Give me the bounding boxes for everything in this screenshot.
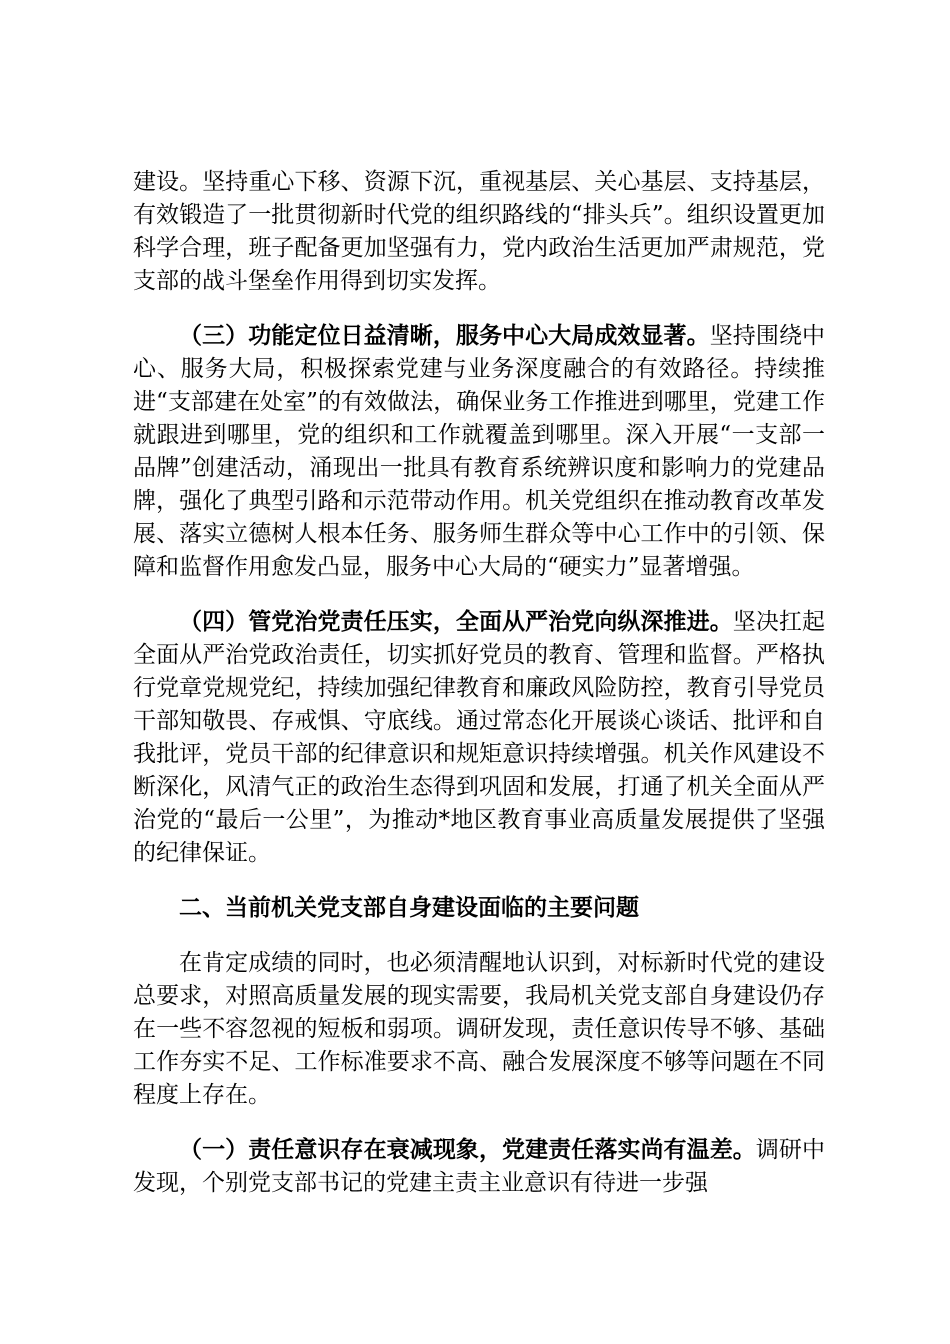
paragraph-text: 在肯定成绩的同时，也必须清醒地认识到，对标新时代党的建设总要求，对照高质量发展的现实需要，我局机关党支部自身建设仍存在一些不容忽视的短板和弱项。调研发现，责任意识传导不够、基础工作夯实不足、工作标准要求不高、融合发展深度不够等问题在不同程度上存在。 <box>133 950 825 1108</box>
paragraph-text: 坚持围绕中心、服务大局，积极探索党建与业务深度融合的有效路径。持续推进“支部建在处室”的有效做法，确保业务工作推进到哪里，党建工作就跟进到哪里，党的组织和工作就覆盖到哪里。深入开展“一支部一品牌”创建活动，涌现出一批具有教育系统辨识度和影响力的党建品牌，强化了典型引路和示范带动作用。机关党组织在推动教育改革发展、落实立德树人根本任务、服务师生群众等中心工作中的引领、保障和监督作用愈发凸显，服务中心大局的“硬实力”显著增强。 <box>133 323 826 580</box>
paragraph-lead: （三）功能定位日益清晰，服务中心大局成效显著。 <box>179 323 710 349</box>
paragraph-item-3 <box>133 320 825 584</box>
paragraph-continuation <box>133 166 825 298</box>
paragraph-lead: （一）责任意识存在衰减现象，党建责任落实尚有温差。 <box>179 1137 756 1163</box>
section-intro-paragraph <box>133 947 825 1112</box>
paragraph-text: 建设。坚持重心下移、资源下沉，重视基层、关心基层、支持基层，有效锻造了一批贯彻新时代党的组织路线的“排头兵”。组织设置更加科学合理，班子配备更加坚强有力，党内政治生活更加严肃规范，党支部的战斗堡垒作用得到切实发挥。 <box>133 169 825 294</box>
section-heading: 二、当前机关党支部自身建设面临的主要问题 <box>179 895 639 921</box>
paragraph-item-1 <box>133 1134 825 1200</box>
document-body <box>133 166 825 1200</box>
paragraph-item-4 <box>133 606 825 870</box>
paragraph-text: 调研中发现，个别党支部书记的党建主责主业意识有待进一步强 <box>133 1137 826 1196</box>
paragraph-lead: （四）管党治党责任压实，全面从严治党向纵深推进。 <box>179 609 733 635</box>
paragraph-text: 坚决扛起全面从严治党政治责任，切实抓好党员的教育、管理和监督。严格执行党章党规党纪，持续加强纪律教育和廉政风险防控，教育引导党员干部知敬畏、存戒惧、守底线。通过常态化开展谈心谈话、批评和自我批评，党员干部的纪律意识和规矩意识持续增强。机关作风建设不断深化，风清气正的政治生态得到巩固和发展，打通了机关全面从严治党的“最后一公里”，为推动*地区教育事业高质量发展提供了坚强的纪律保证。 <box>133 609 826 866</box>
